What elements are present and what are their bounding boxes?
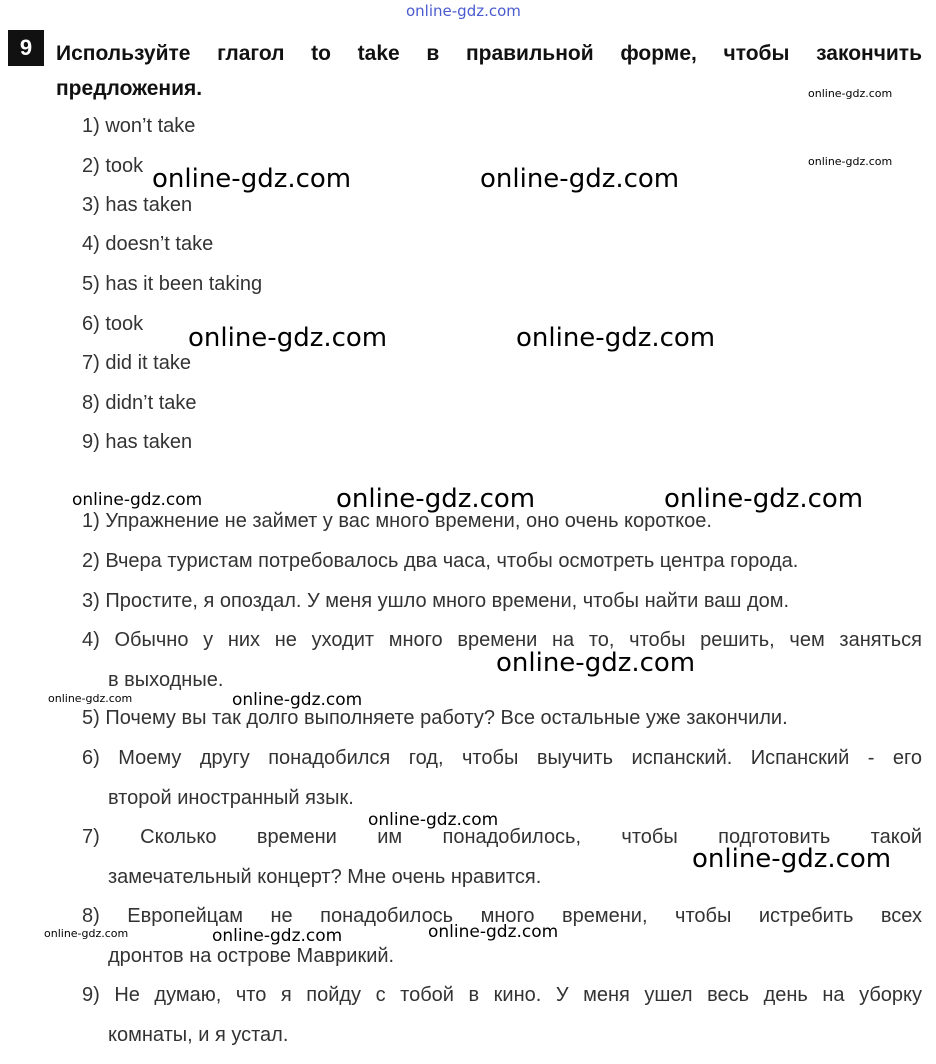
- translation-item: 1) Упражнение не займет у вас много времени, оно очень короткое.: [82, 510, 712, 532]
- answer-item: 1) won’t take: [82, 115, 196, 137]
- translation-item: 6) Моему другу понадобился год, чтобы выучить испанский. Испанский - его: [82, 747, 922, 769]
- answer-item: 3) has taken: [82, 194, 193, 216]
- answer-item: 6) took: [82, 313, 144, 335]
- translation-item: 2) Вчера туристам потребовалось два часа, чтобы осмотреть центра города.: [82, 550, 799, 572]
- watermark-text: online-gdz.com: [428, 922, 559, 942]
- task-instruction: Используйте глагол to take в правильной форме, чтобы закончить: [56, 42, 922, 65]
- answer-item: 4) doesn’t take: [82, 233, 214, 255]
- watermark-text: online-gdz.com: [692, 844, 892, 874]
- translation-item-continued: комнаты, и я устал.: [108, 1024, 289, 1046]
- watermark-text: online-gdz.com: [232, 690, 363, 710]
- translation-item: 8) Европейцам не понадобилось много времени, чтобы истребить всех: [82, 905, 922, 927]
- translation-item: 9) Не думаю, что я пойду с тобой в кино. У меня ушел весь день на уборку: [82, 984, 922, 1006]
- answer-item: 5) has it been taking: [82, 273, 263, 295]
- answer-item: 9) has taken: [82, 431, 193, 453]
- watermark-text: online-gdz.com: [808, 87, 893, 100]
- watermark-text: online-gdz.com: [212, 926, 343, 946]
- answer-item: 2) took: [82, 155, 144, 177]
- site-header-watermark: online-gdz.com: [406, 2, 521, 20]
- answer-item: 7) did it take: [82, 352, 191, 374]
- watermark-text: online-gdz.com: [72, 490, 203, 510]
- watermark-text: online-gdz.com: [368, 810, 499, 830]
- watermark-text: online-gdz.com: [496, 648, 696, 678]
- translation-item-continued: замечательный концерт? Мне очень нравится.: [108, 866, 542, 888]
- task-instruction-continued: предложения.: [56, 77, 203, 100]
- watermark-text: online-gdz.com: [152, 164, 352, 194]
- translation-item: 3) Простите, я опоздал. У меня ушло много времени, чтобы найти ваш дом.: [82, 590, 790, 612]
- watermark-text: online-gdz.com: [44, 927, 129, 940]
- translation-item-continued: в выходные.: [108, 669, 224, 691]
- watermark-text: online-gdz.com: [336, 484, 536, 514]
- answer-item: 8) didn’t take: [82, 392, 197, 414]
- watermark-text: online-gdz.com: [480, 164, 680, 194]
- watermark-text: online-gdz.com: [664, 484, 864, 514]
- watermark-text: online-gdz.com: [48, 692, 133, 705]
- task-number-badge: 9: [8, 30, 44, 66]
- watermark-text: online-gdz.com: [516, 323, 716, 353]
- watermark-text: online-gdz.com: [808, 155, 893, 168]
- translation-item: 5) Почему вы так долго выполняете работу? Все остальные уже закончили.: [82, 707, 788, 729]
- watermark-text: online-gdz.com: [188, 323, 388, 353]
- translation-item: 7) Сколько времени им понадобилось, чтобы подготовить такой: [82, 826, 922, 848]
- translation-item-continued: дронтов на острове Маврикий.: [108, 945, 395, 967]
- translation-item-continued: второй иностранный язык.: [108, 787, 354, 809]
- translation-item: 4) Обычно у них не уходит много времени на то, чтобы решить, чем заняться: [82, 629, 922, 651]
